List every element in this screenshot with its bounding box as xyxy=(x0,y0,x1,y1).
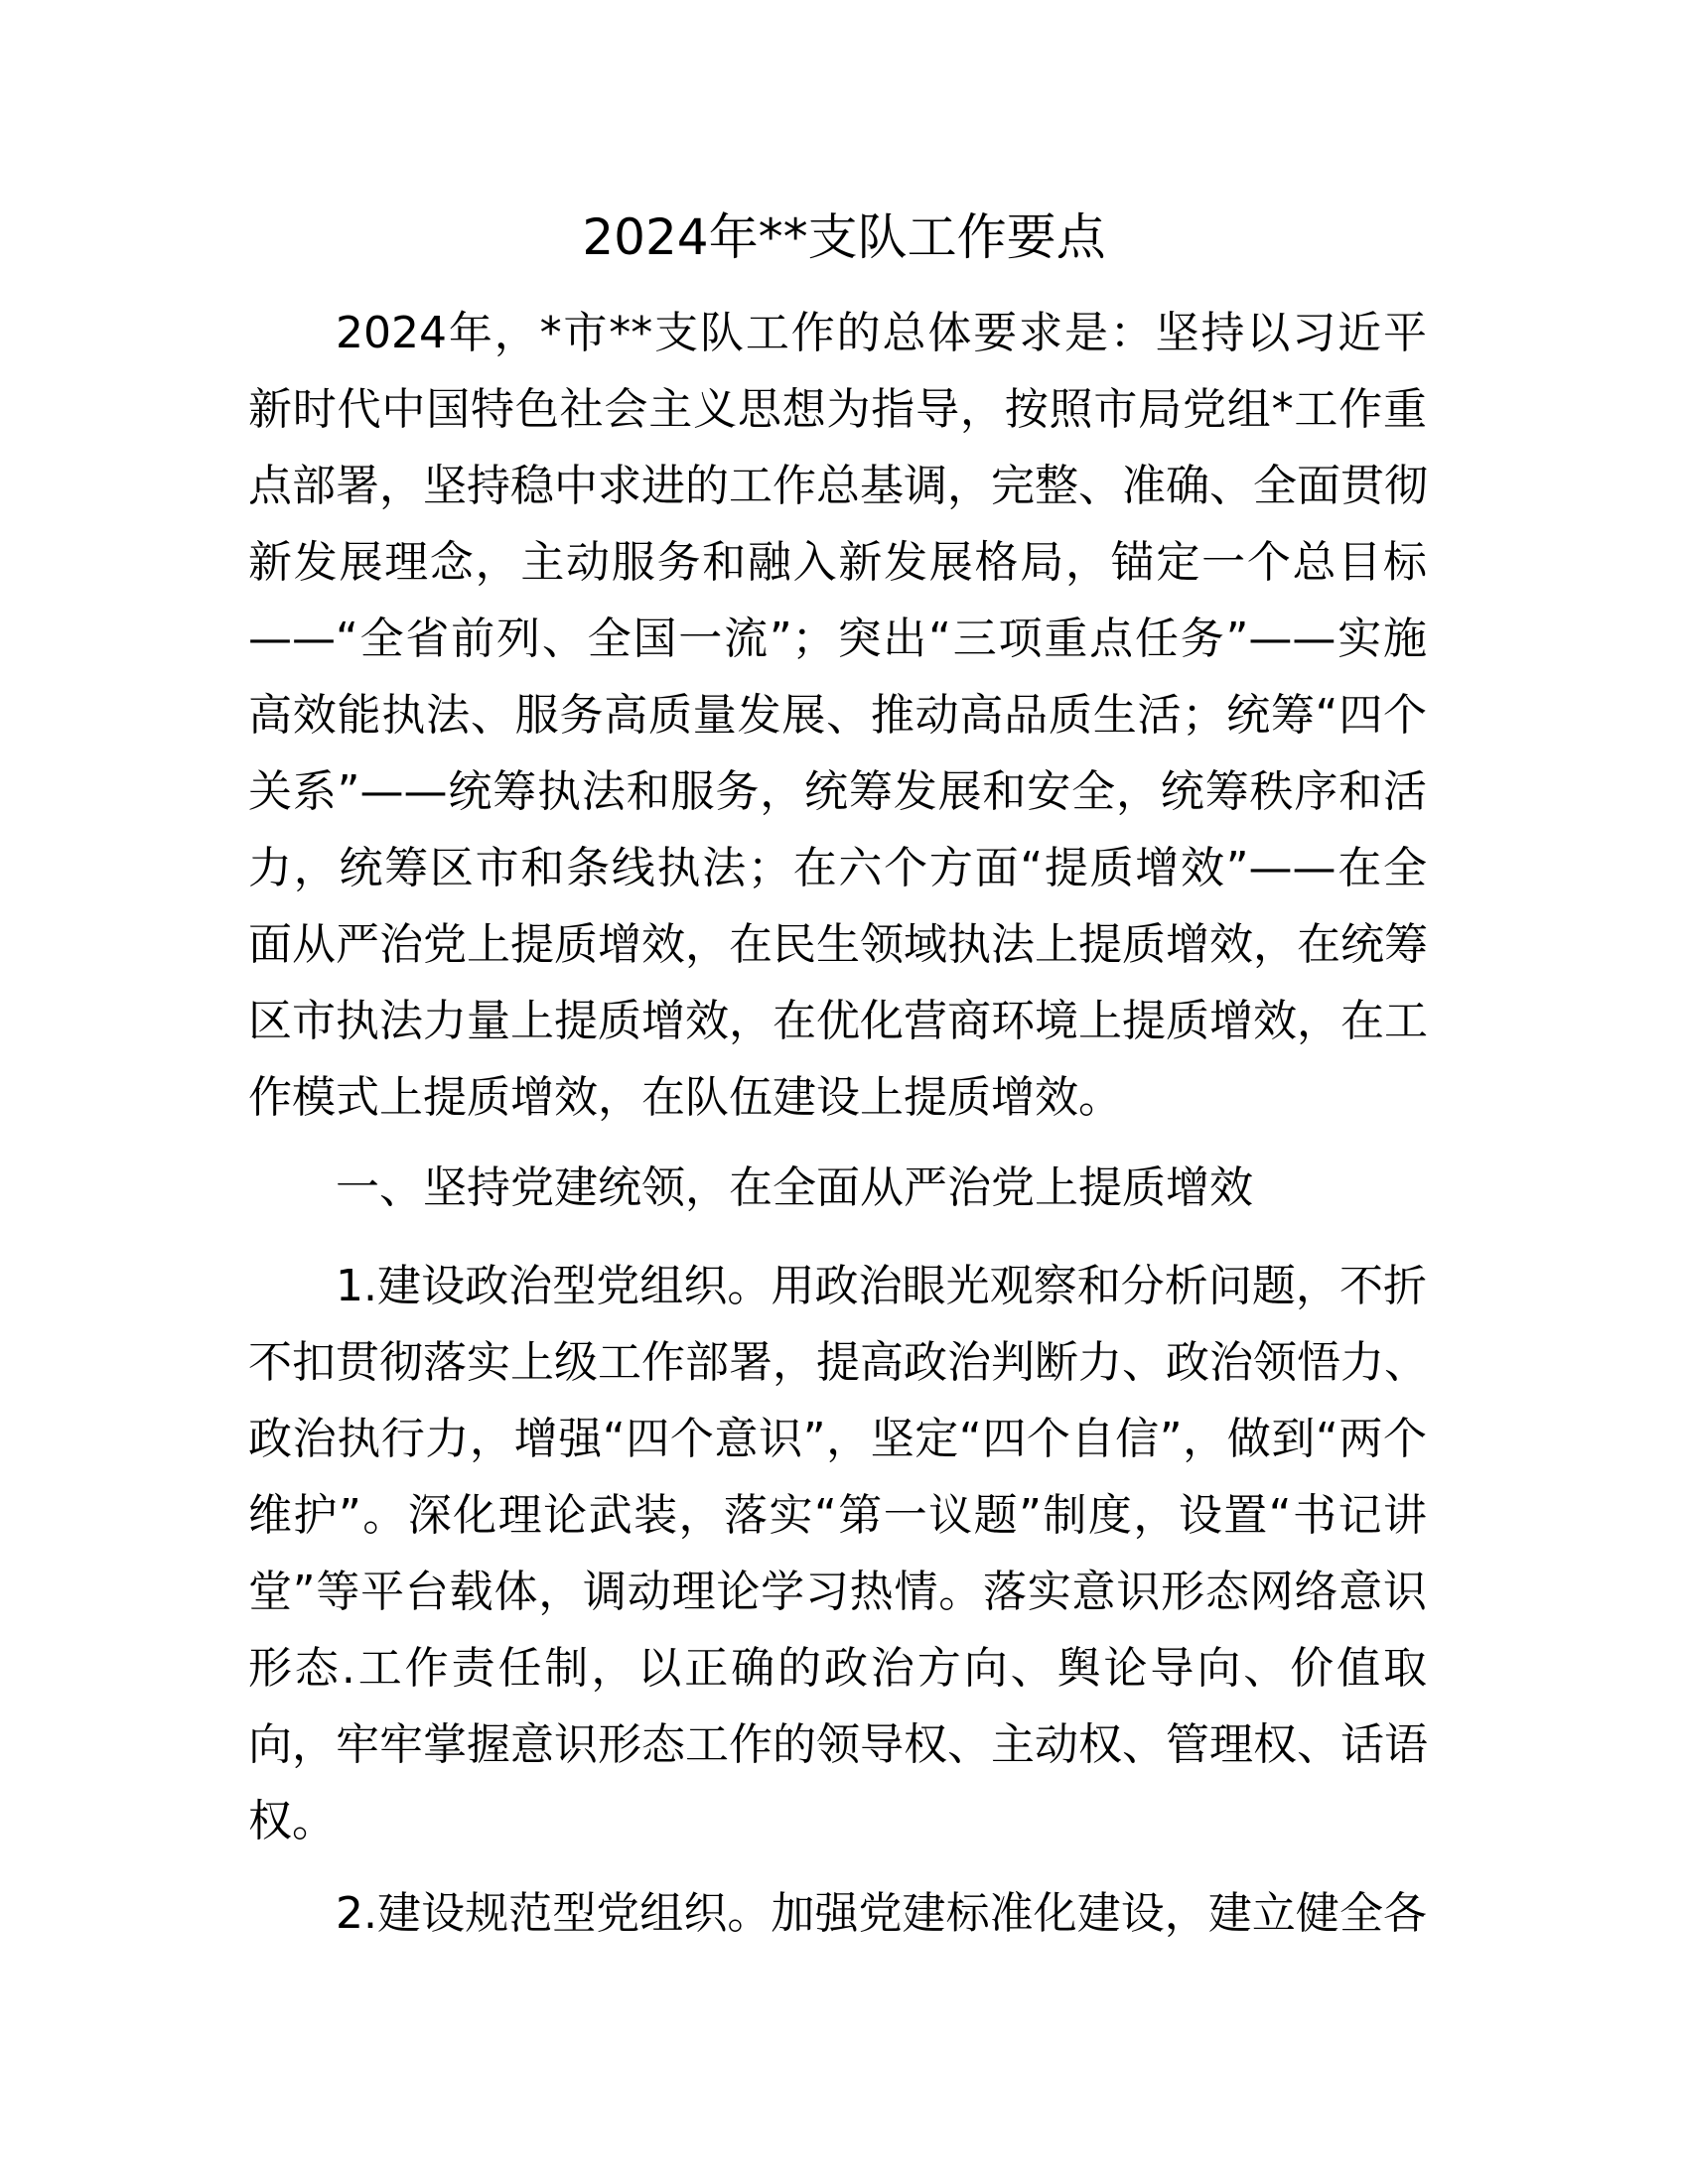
body-text-line: 新发展理念，主动服务和融入新发展格局，锚定一个总目标 xyxy=(248,537,1427,588)
body-text-line: 2024年，*市**支队工作的总体要求是：坚持以习近平 xyxy=(336,308,1427,358)
body-text-line: 作模式上提质增效，在队伍建设上提质增效。 xyxy=(248,1072,1122,1123)
body-text-line: 堂”等平台载体，调动理论学习热情。落实意识形态网络意识 xyxy=(248,1567,1427,1617)
body-text-line: 政治执行力，增强“四个意识”，坚定“四个自信”，做到“两个 xyxy=(248,1414,1427,1464)
body-text-line: 向，牢牢掌握意识形态工作的领导权、主动权、管理权、话语 xyxy=(248,1719,1428,1770)
section-heading: 一、坚持党建统领，在全面从严治党上提质增效 xyxy=(336,1162,1253,1213)
document-title: 2024年**支队工作要点 xyxy=(582,208,1106,266)
body-text-line: 1.建设政治型党组织。用政治眼光观察和分析问题，不折 xyxy=(336,1261,1427,1311)
body-text-line: 不扣贯彻落实上级工作部署，提高政治判断力、政治领悟力、 xyxy=(248,1337,1428,1388)
body-text-line: 力，统筹区市和条线执法；在六个方面“提质增效”——在全 xyxy=(248,843,1427,893)
body-text-line: 高效能执法、服务高质量发展、推动高品质生活；统筹“四个 xyxy=(248,690,1427,741)
body-text-line: 2.建设规范型党组织。加强党建标准化建设，建立健全各 xyxy=(336,1888,1427,1939)
body-text-line: 维护”。深化理论武装，落实“第一议题”制度，设置“书记讲 xyxy=(248,1490,1427,1541)
body-text-line: 新时代中国特色社会主义思想为指导，按照市局党组*工作重 xyxy=(248,384,1427,435)
body-text-line: 权。 xyxy=(248,1796,336,1846)
body-text-line: ——“全省前列、全国一流”；突出“三项重点任务”——实施 xyxy=(248,614,1427,664)
body-text-line: 点部署，坚持稳中求进的工作总基调，完整、准确、全面贯彻 xyxy=(248,461,1428,511)
body-text-line: 形态.工作责任制，以正确的政治方向、舆论导向、价值取 xyxy=(248,1643,1427,1694)
body-text-line: 区市执法力量上提质增效，在优化营商环境上提质增效，在工 xyxy=(248,996,1428,1046)
body-text-line: 面从严治党上提质增效，在民生领域执法上提质增效，在统筹 xyxy=(248,919,1428,970)
body-text-line: 关系”——统筹执法和服务，统筹发展和安全，统筹秩序和活 xyxy=(248,766,1427,817)
